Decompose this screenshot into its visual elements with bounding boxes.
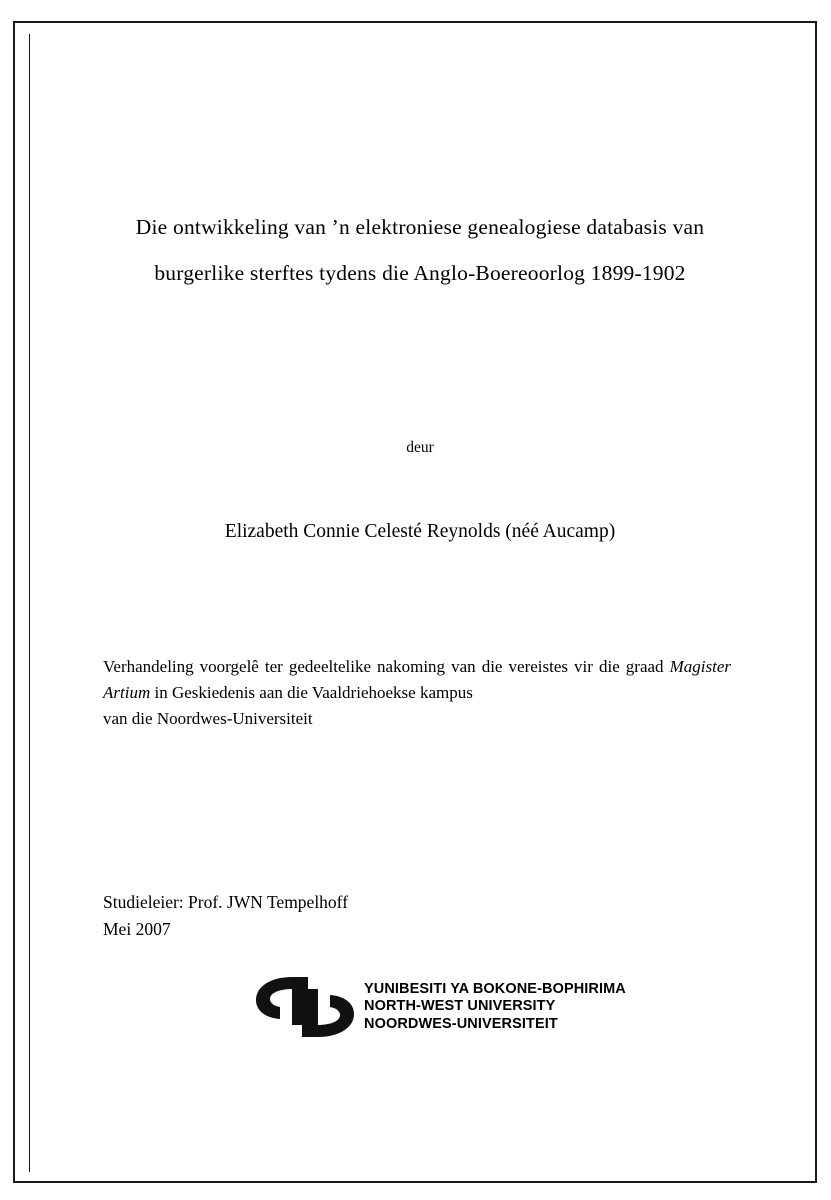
page-title [100,204,740,296]
supervisor-block [103,889,603,943]
nwu-logo-icon [252,974,358,1040]
university-logo [252,972,672,1042]
author-name: Elizabeth Connie Celesté Reynolds (néé Aucamp) [224,521,616,542]
university-logo-text [364,981,626,1034]
logo-line-1: YUNIBESITI YA BOKONE-BOPHIRIMA [364,980,626,997]
statement-part-3: van die Noordwes-Universiteit [103,709,313,728]
title-line-1: Die ontwikkeling van ’n elektroniese genealogiese databasis van [135,215,705,239]
by-word: deur [406,439,434,456]
statement-part-1: Verhandeling voorgelê ter gedeeltelike nakoming van die vereistes vir die graad [103,657,670,676]
title-line-2: burgerlike sterftes tydens die Anglo-Boereoorlog 1899-1902 [154,261,686,285]
date-line: Mei 2007 [103,919,171,939]
logo-line-3: NOORDWES-UNIVERSITEIT [364,1015,558,1032]
page-content [100,34,740,1172]
logo-line-2: NORTH-WEST UNIVERSITY [364,998,556,1015]
statement-part-2: in Geskiedenis aan die Vaaldriehoekse kampus [150,683,473,702]
degree-statement [103,654,731,732]
supervisor-line: Studieleier: Prof. JWN Tempelhoff [103,892,349,912]
degree-name: Magister Artium [103,657,731,702]
